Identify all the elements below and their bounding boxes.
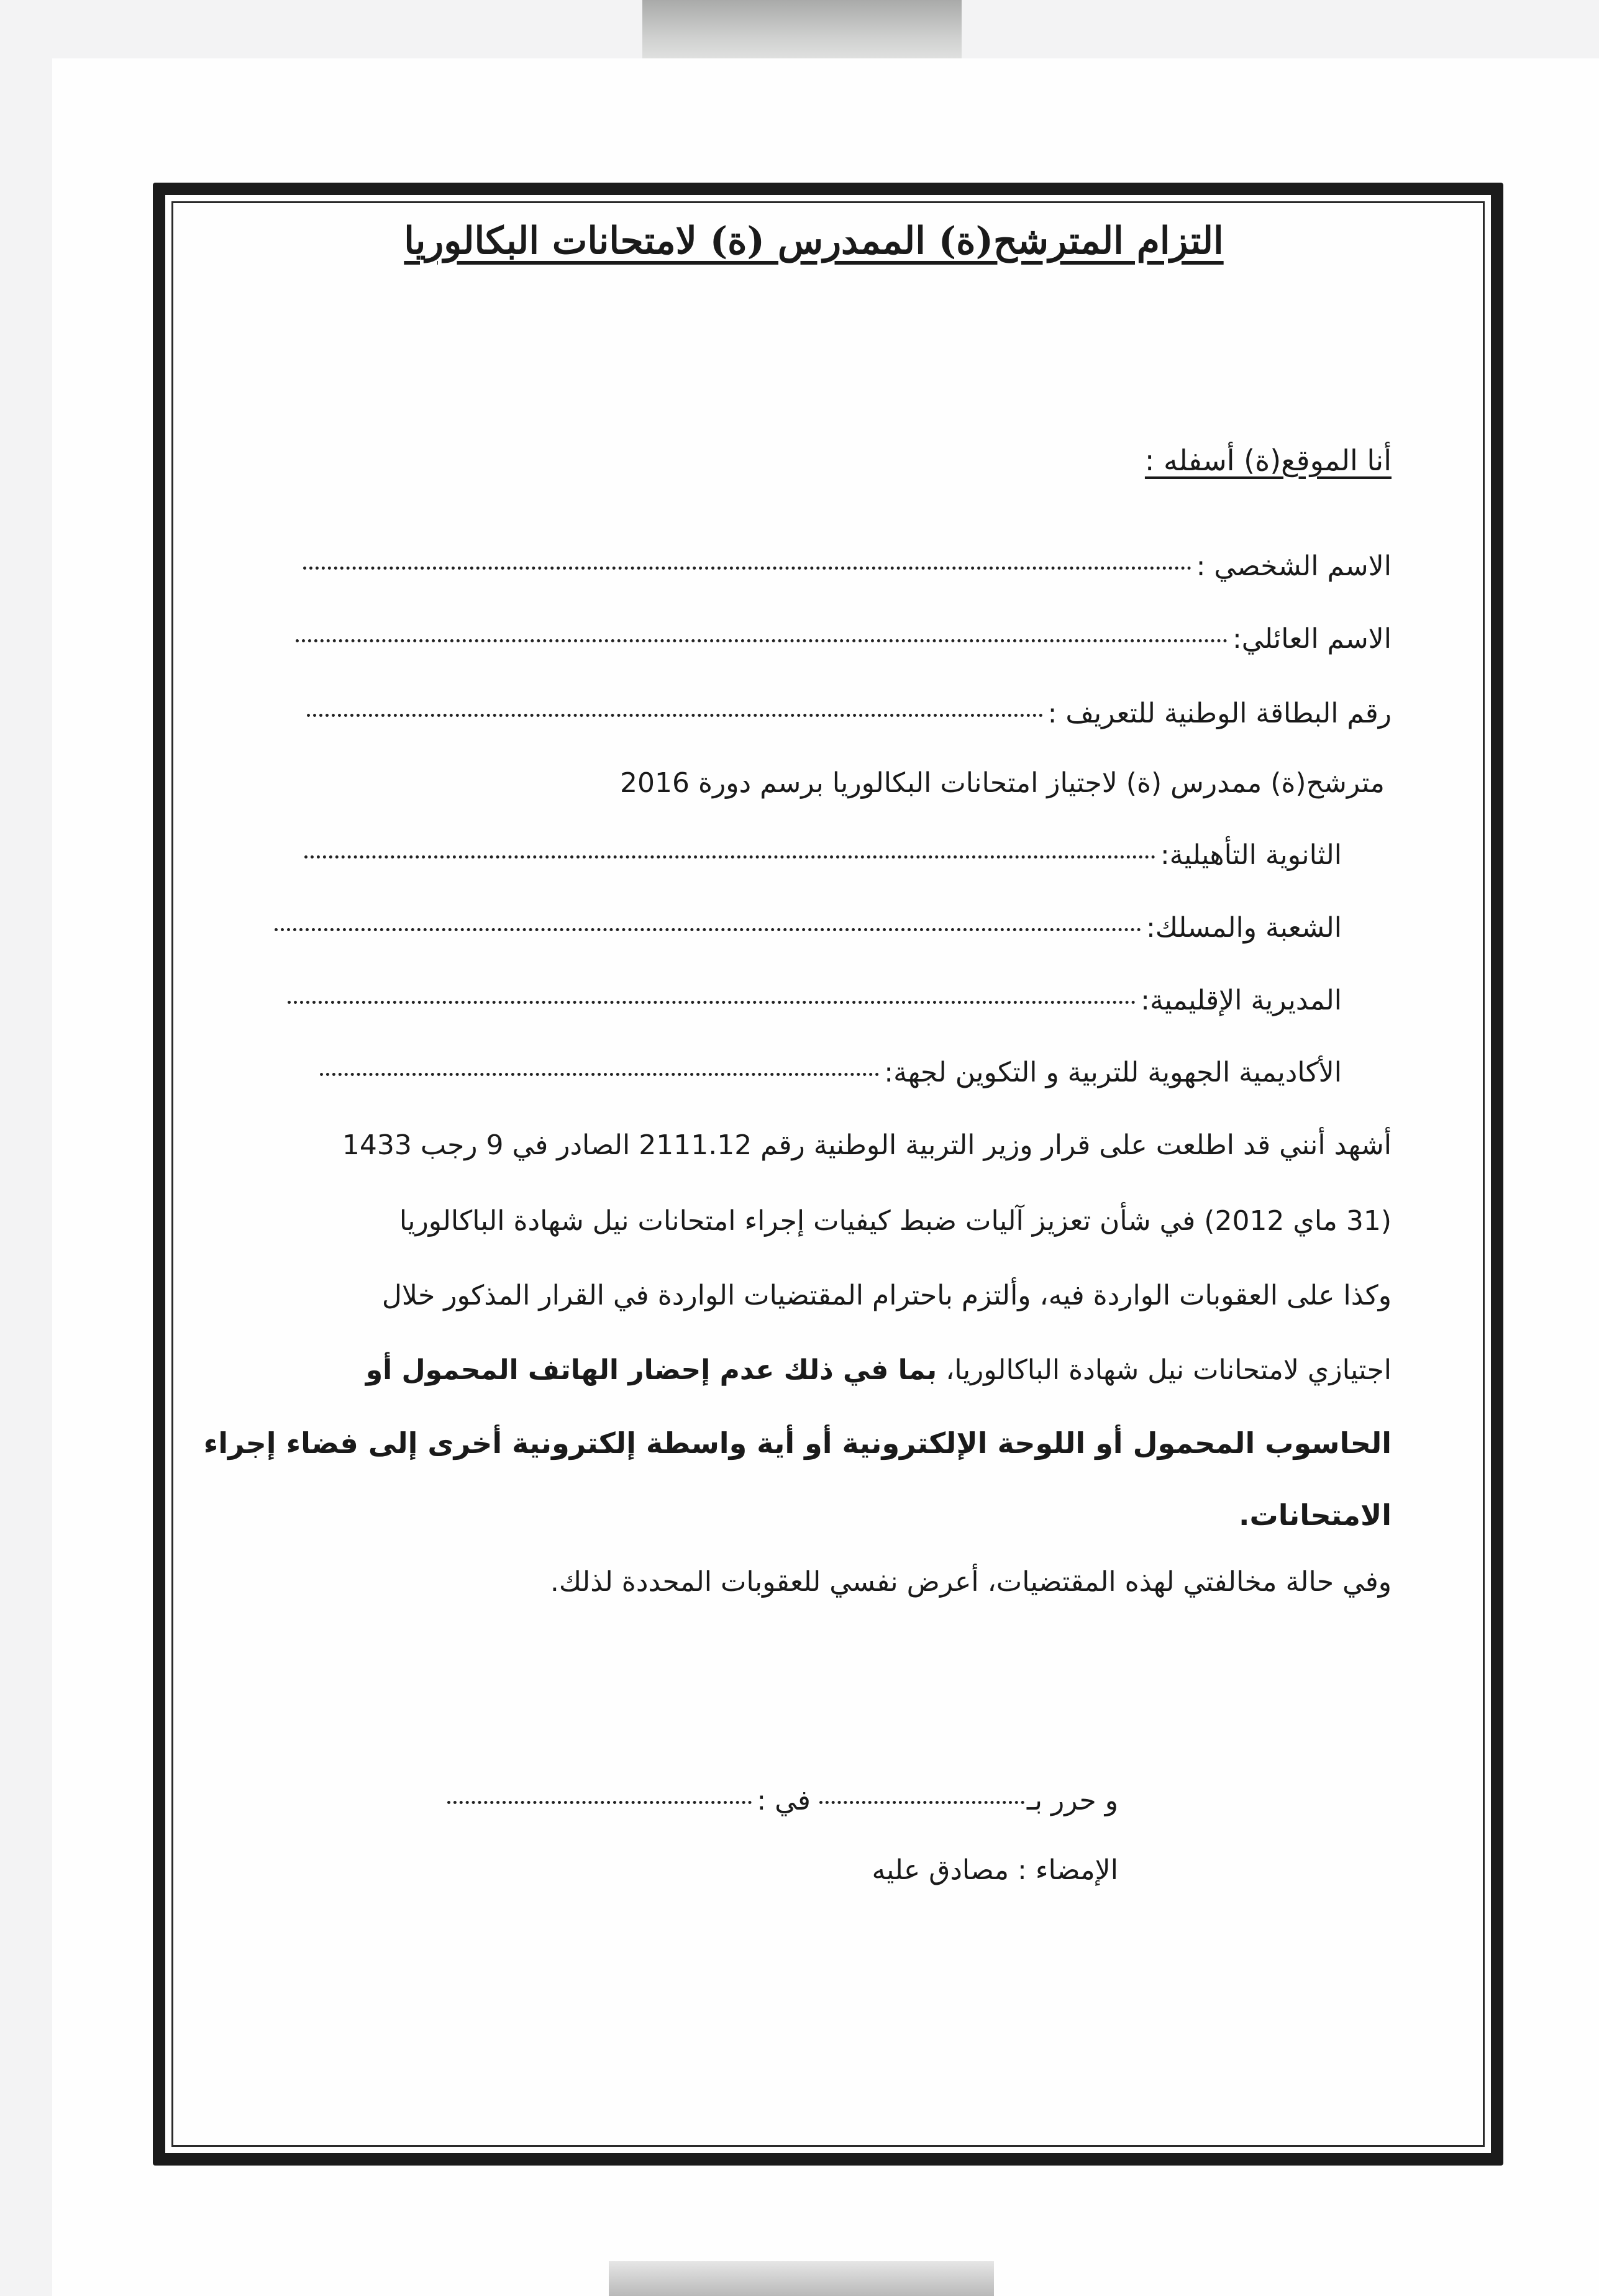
family-name-field	[296, 621, 1392, 657]
cin-blank	[307, 714, 1043, 717]
body-line-6: الامتحانات.	[1239, 1498, 1392, 1532]
directorate-field	[288, 983, 1342, 1018]
scan-bottom-tab	[609, 2261, 994, 2296]
first-name-blank	[303, 567, 1191, 570]
cin-field	[307, 696, 1392, 731]
intro-text: أنا الموقع(ة) أسفله :	[1144, 444, 1392, 477]
high-school-field	[304, 837, 1342, 873]
body-line-7: وفي حالة مخالفتي لهذه المقتضيات، أعرض نفسي للعقوبات المحددة لذلك.	[550, 1566, 1392, 1598]
written-at-line	[447, 1783, 1118, 1818]
place-blank	[819, 1801, 1024, 1804]
directorate-blank	[288, 1001, 1136, 1004]
body-line-3: وكذا على العقوبات الواردة فيه، وألتزم باحترام المقتضيات الواردة في القرار المذكور خلال	[381, 1280, 1392, 1311]
body-line-4-regular: اجتيازي لامتحانات نيل شهادة الباكالوريا،	[937, 1354, 1392, 1386]
body-line-4-bold: بما في ذلك عدم إحضار الهاتف المحمول أو	[365, 1354, 937, 1386]
scan-top-tab	[642, 0, 962, 62]
branch-label: الشعبة والمسلك:	[1146, 912, 1342, 944]
page-border	[153, 183, 1503, 2166]
branch-blank	[275, 928, 1141, 931]
written-at-label: و حرر بـ	[1026, 1785, 1118, 1816]
date-blank	[447, 1801, 752, 1804]
first-name-field	[303, 549, 1392, 584]
body-line-5: الحاسوب المحمول أو اللوحة الإلكترونية أو أية واسطة إلكترونية أخرى إلى فضاء إجراء	[203, 1426, 1392, 1460]
body-line-2: (31 ماي 2012) في شأن تعزيز آليات ضبط كيفيات إجراء امتحانات نيل شهادة الباكالوريا	[399, 1205, 1392, 1237]
directorate-label: المديرية الإقليمية:	[1141, 985, 1342, 1016]
signature-line: الإمضاء : مصادق عليه	[872, 1854, 1118, 1886]
first-name-label: الاسم الشخصي :	[1196, 550, 1392, 582]
high-school-label: الثانوية التأهيلية:	[1160, 839, 1342, 871]
cin-label: رقم البطاقة الوطنية للتعريف :	[1047, 698, 1392, 729]
date-label: في :	[757, 1785, 811, 1816]
academy-blank	[320, 1073, 879, 1076]
intro-line	[1145, 442, 1392, 480]
academy-label: الأكاديمية الجهوية للتربية و التكوين لجهة:	[884, 1057, 1342, 1088]
family-name-label: الاسم العائلي:	[1232, 623, 1392, 655]
body-line-1: أشهد أنني قد اطلعت على قرار وزير التربية الوطنية رقم 2111.12 الصادر في 9 رجب 1433	[342, 1129, 1392, 1161]
candidate-statement: مترشح(ة) ممدرس (ة) لاجتياز امتحانات البكالوريا برسم دورة 2016	[619, 767, 1385, 799]
branch-field	[275, 910, 1342, 945]
family-name-blank	[296, 639, 1228, 642]
academy-field	[320, 1055, 1342, 1090]
body-line-4	[267, 1354, 1392, 1386]
high-school-blank	[304, 855, 1155, 859]
document-title: التزام المترشح(ة) الممدرس (ة) لامتحانات البكالوريا	[404, 219, 1224, 263]
